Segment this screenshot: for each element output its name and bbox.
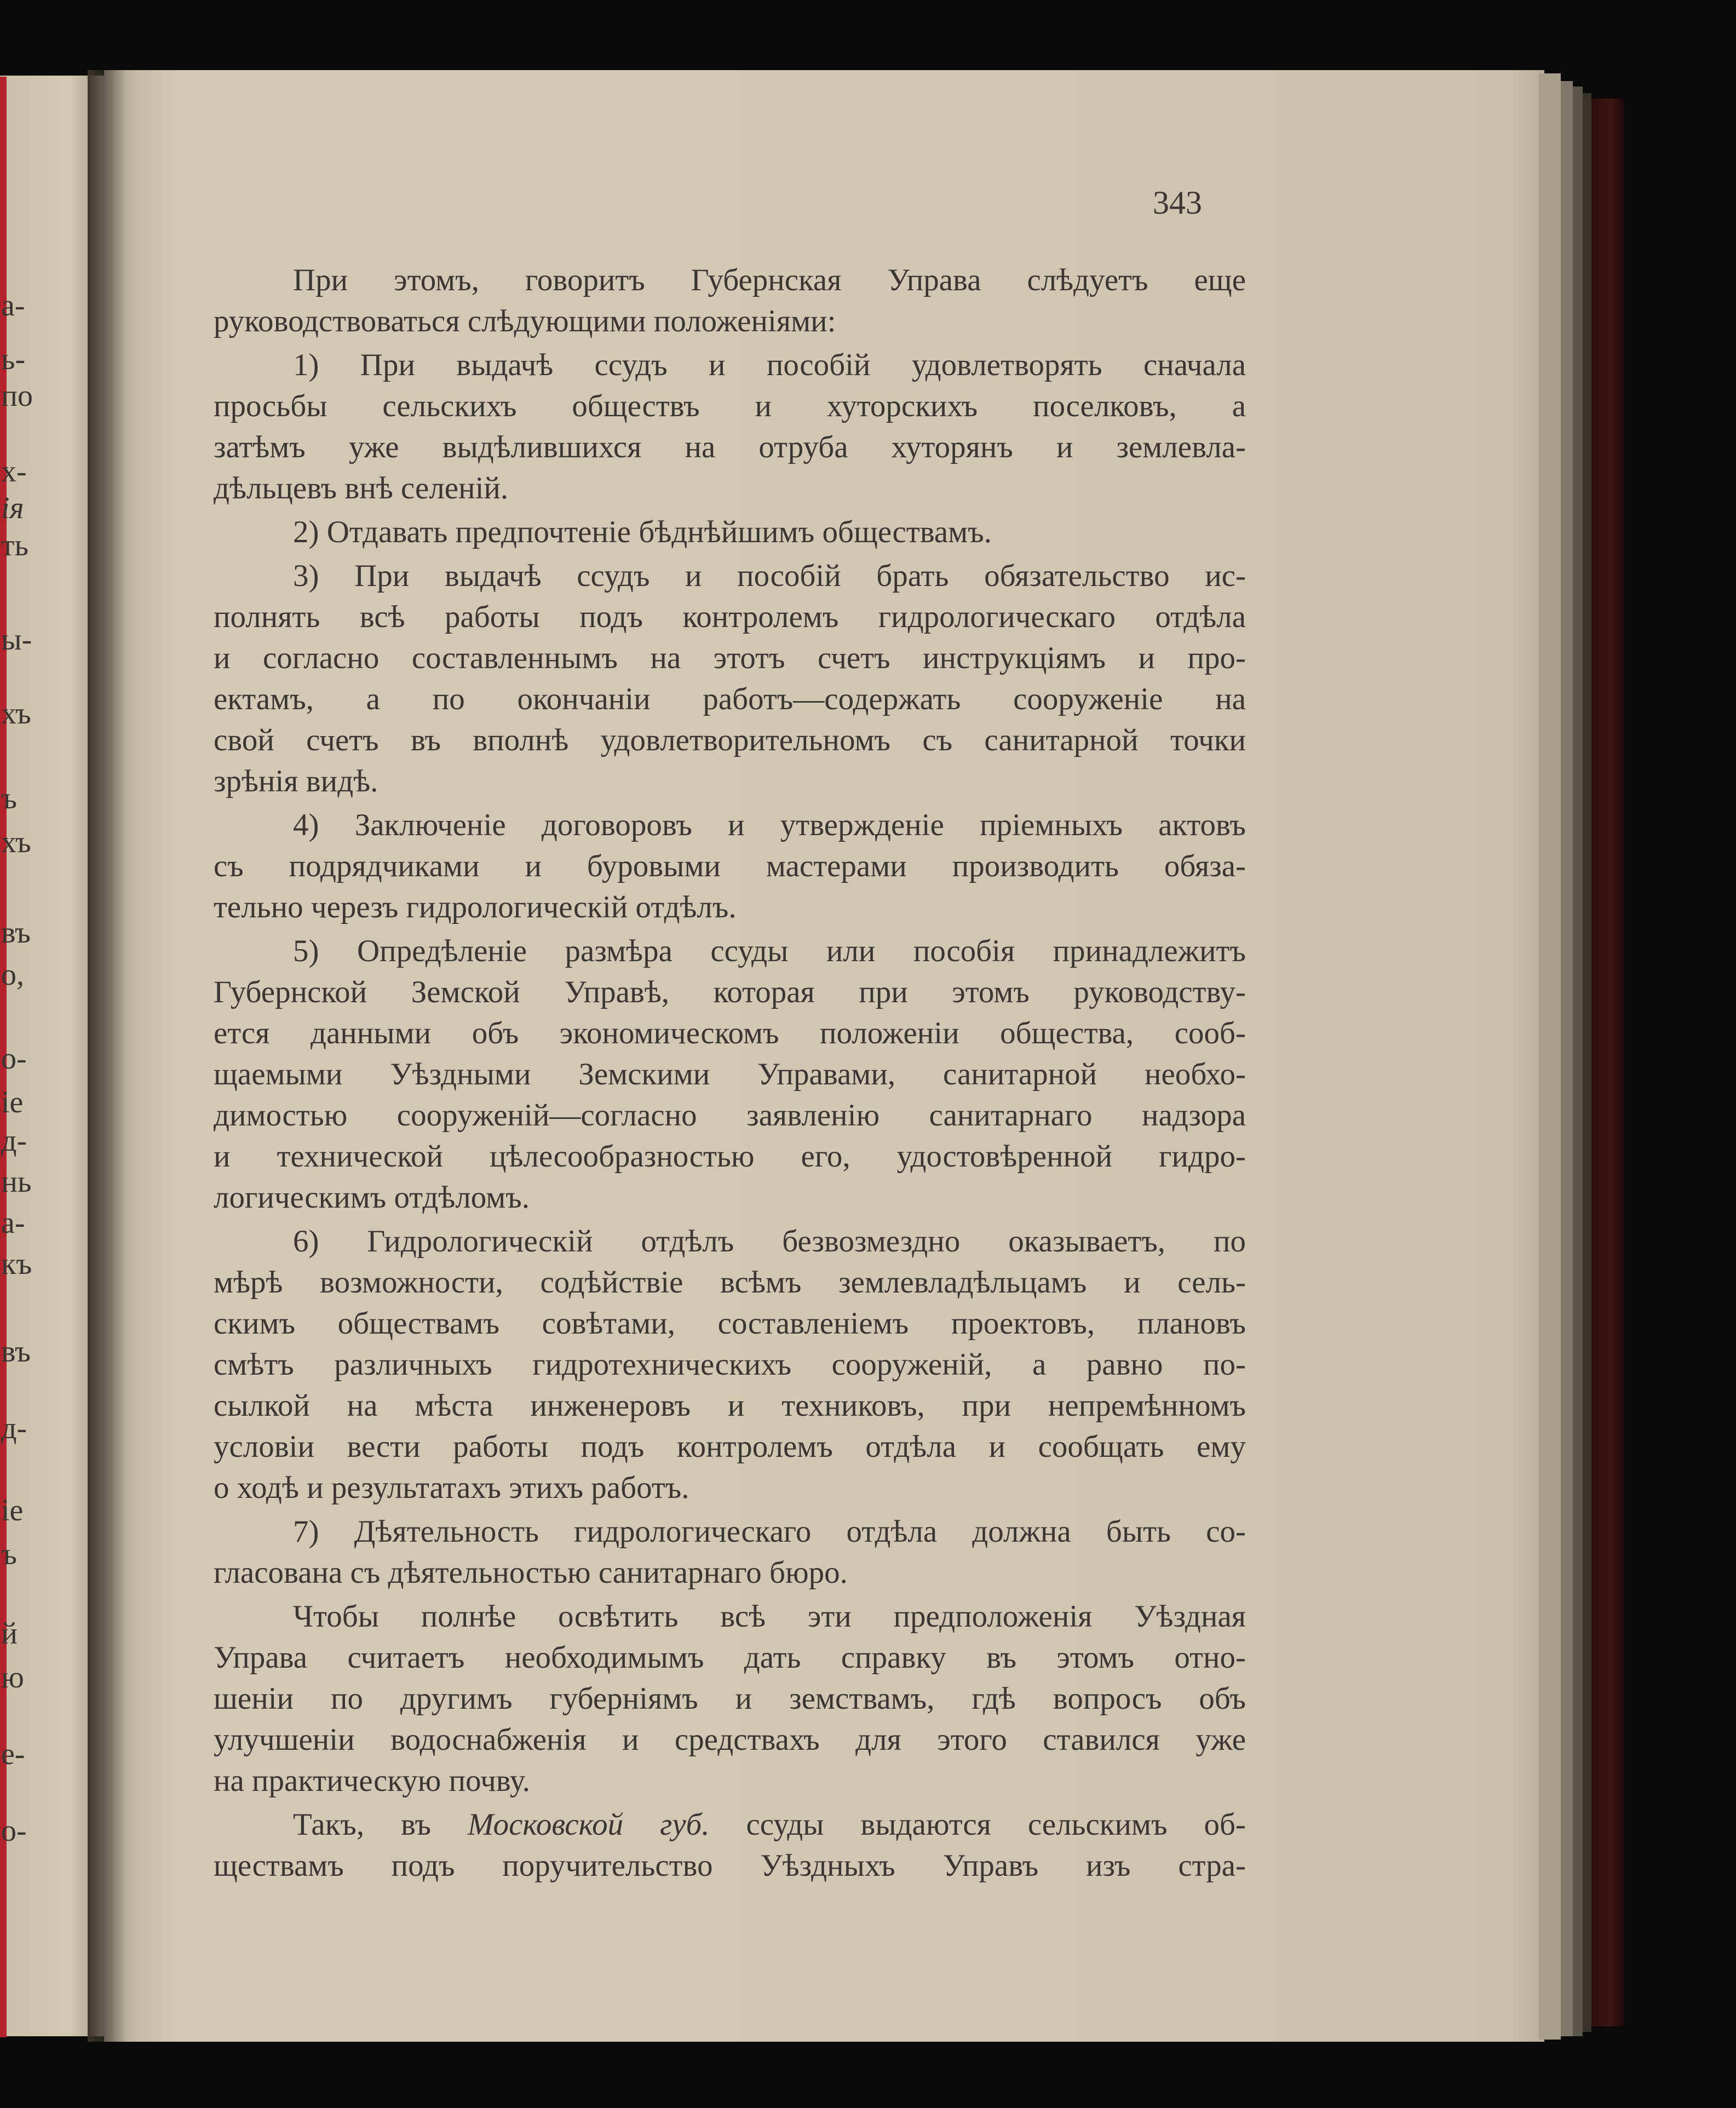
text-line: димостью сооруженій—согласно заявленію санитарнаго надзора [214, 1098, 1246, 1133]
page-edge [1583, 93, 1591, 2032]
text-line: съ подрядчиками и буровыми мастерами производить обяза- [214, 849, 1246, 883]
text-line: тельно черезъ гидрологическій отдѣлъ. [214, 890, 737, 924]
emphasis-text: Московской губ. [467, 1807, 710, 1842]
text-line: просьбы сельскихъ обществъ и хуторскихъ поселковъ, а [214, 389, 1246, 423]
text-line: и технической цѣлесообразностью его, удостовѣренной гидро- [214, 1139, 1246, 1174]
text-line: 1) При выдачѣ ссудъ и пособій удовлетворять сначала [293, 348, 1246, 382]
paragraph [214, 1221, 1246, 1508]
text-line: 3) При выдачѣ ссудъ и пособій брать обязательство ис- [293, 559, 1246, 593]
text-line: о ходѣ и результатахъ этихъ работъ. [214, 1471, 689, 1505]
text-line [214, 1804, 1246, 1845]
text-line: скимъ обществамъ совѣтами, составленіемъ проектовъ, плановъ [214, 1306, 1246, 1341]
gutter-shadow [88, 70, 126, 2042]
text-line: 7) Дѣятельность гидрологическаго отдѣла должна быть со- [293, 1514, 1246, 1549]
left-page-fragment: ь- [1, 342, 26, 376]
text-line: гласована съ дѣятельностью санитарнаго бюро. [214, 1555, 848, 1590]
left-page-fragment: іе [1, 1494, 24, 1527]
text-line: зрѣнія видѣ. [214, 764, 378, 799]
text-line: Губернской Земской Управѣ, которая при этомъ руководству- [214, 975, 1246, 1009]
text-line: на практическую почву. [214, 1764, 530, 1798]
text-line: руководствоваться слѣдующими положеніями: [214, 304, 836, 338]
text-line: 2) Отдавать предпочтеніе бѣднѣйшимъ обществамъ. [293, 515, 992, 549]
text-line: условіи вести работы подъ контролемъ отдѣла и сообщать ему [214, 1429, 1246, 1464]
text-line: 6) Гидрологическій отдѣлъ безвозмездно оказываетъ, по [293, 1224, 1246, 1259]
text-line: смѣтъ различныхъ гидротехническихъ сооруженій, а равно по- [214, 1347, 1246, 1382]
left-page-fragment: нь [1, 1165, 32, 1199]
text-line: ектамъ, а по окончаніи работъ—содержать сооруженіе на [214, 682, 1246, 716]
left-page-fragment: ія [1, 491, 24, 525]
paragraph [214, 1511, 1246, 1593]
paragraphs [214, 260, 1246, 1801]
left-page-fragment: іе [1, 1085, 24, 1119]
left-page-fragment: ъ [1, 782, 17, 815]
paragraph [214, 344, 1246, 509]
text-line: улучшеніи водоснабженія и средствахъ для этого ставился уже [214, 1722, 1246, 1757]
left-page-fragment: ы- [1, 623, 32, 657]
left-page-fragment: й [1, 1617, 18, 1651]
left-page-fragment: д- [1, 1411, 27, 1445]
left-page-fragment: хъ [1, 697, 31, 731]
paragraph [214, 805, 1246, 928]
page-number: 343 [1153, 185, 1202, 221]
left-page-fragment: въ [1, 1335, 31, 1369]
left-page-fragment: ю [1, 1661, 24, 1695]
text-line: 4) Заключеніе договоровъ и утвержденіе пріемныхъ актовъ [293, 808, 1246, 842]
paragraph [214, 1596, 1246, 1801]
text-line: щаемыми Уѣздными Земскими Управами, санитарной необхо- [214, 1057, 1246, 1092]
text-line: ется данными объ экономическомъ положеніи общества, сооб- [214, 1016, 1246, 1050]
paragraph [214, 260, 1246, 342]
left-page-fragment: д- [1, 1124, 27, 1158]
paragraph [214, 512, 1246, 553]
page-edge [1573, 87, 1583, 2036]
paragraph [214, 930, 1246, 1218]
paragraph-moscow [214, 1804, 1246, 1886]
text-line: дѣльцевъ внѣ селеній. [214, 471, 509, 506]
left-page-fragment: о, [1, 958, 24, 992]
text-line: Чтобы полнѣе освѣтить всѣ эти предположенія Уѣздная [293, 1599, 1246, 1634]
left-page-fragment: а- [1, 289, 25, 323]
text-line: мѣрѣ возможности, содѣйствіе всѣмъ землевладѣльцамъ и сель- [214, 1265, 1246, 1300]
text-line: При этомъ, говоритъ Губернская Управа слѣдуетъ еще [293, 263, 1246, 297]
page-body [214, 260, 1246, 1886]
left-page-fragment: ть [1, 529, 29, 562]
text-line: ществамъ подъ поручительство Уѣздныхъ Управъ изъ стра- [214, 1848, 1246, 1883]
left-page-fragment: ъ [1, 1537, 17, 1571]
left-page-fragment: е- [1, 1737, 25, 1771]
page-edge [1561, 81, 1573, 2036]
left-page-fragment: о- [1, 1042, 27, 1076]
text-line: затѣмъ уже выдѣлившихся на отруба хуторянъ и землевла- [214, 430, 1246, 464]
text-line: шеніи по другимъ губерніямъ и земствамъ, гдѣ вопросъ объ [214, 1681, 1246, 1716]
paragraph [214, 555, 1246, 802]
text-line: и согласно составленнымъ на этотъ счетъ инструкціямъ и про- [214, 641, 1246, 675]
left-page-fragment: о- [1, 1814, 27, 1848]
left-page-fragment: по [1, 379, 33, 413]
text-line: 5) Опредѣленіе размѣра ссуды или пособія принадлежитъ [293, 934, 1246, 968]
left-page-fragment: а- [1, 1206, 25, 1240]
text-line: полнять всѣ работы подъ контролемъ гидрологическаго отдѣла [214, 600, 1246, 634]
left-page-fragment: къ [1, 1247, 32, 1281]
left-page-fragment: въ [1, 916, 31, 950]
text-run: ссуды выдаются сельскимъ об- [709, 1807, 1246, 1842]
left-page-fragment: х- [1, 455, 27, 489]
left-page-fragment: хъ [1, 825, 31, 859]
book-binding [1591, 99, 1624, 2026]
text-line: сылкой на мѣста инженеровъ и техниковъ, при непремѣнномъ [214, 1388, 1246, 1423]
text-line: Управа считаетъ необходимымъ дать справку въ этомъ отно- [214, 1640, 1246, 1675]
text-line: логическимъ отдѣломъ. [214, 1180, 530, 1215]
text-run: Такъ, въ [293, 1807, 468, 1842]
text-line: свой счетъ въ вполнѣ удовлетворительномъ съ санитарной точки [214, 723, 1246, 757]
page-edge [1539, 73, 1561, 2040]
